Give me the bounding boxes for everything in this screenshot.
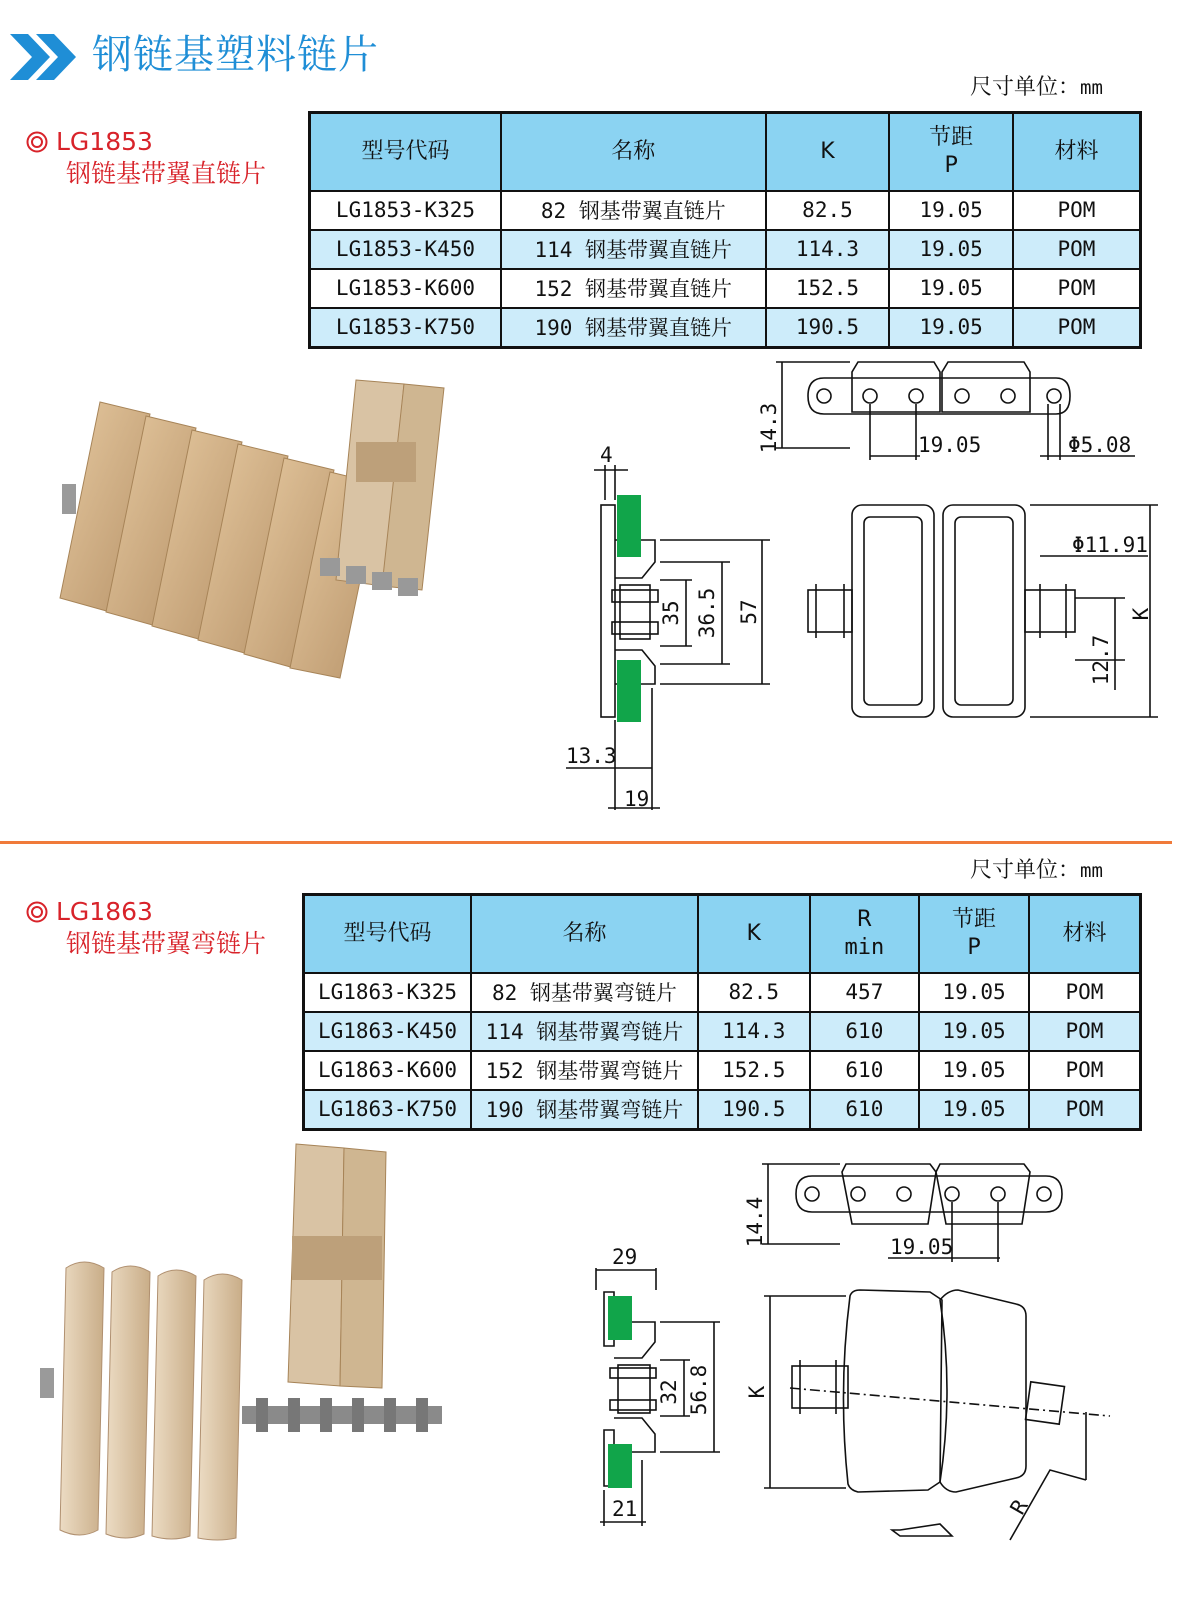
dim-36-5: 36.5	[695, 587, 719, 639]
cell-material: POM	[1029, 1090, 1141, 1130]
unit-label	[970, 70, 1103, 101]
header-name: 名称	[471, 895, 698, 973]
dim-pitch: 19.05	[890, 1235, 954, 1259]
cell-material: POM	[1013, 191, 1141, 230]
table-row	[310, 191, 1141, 230]
cell-pitch: 19.05	[919, 1090, 1029, 1130]
header-pitch-line1: 节距	[952, 906, 997, 932]
header-pitch	[889, 113, 1013, 191]
cell-k: 82.5	[698, 973, 810, 1012]
cell-name: 152 钢基带翼弯链片	[471, 1051, 698, 1090]
spec-table	[302, 893, 1142, 1131]
cell-name: 114 钢基带翼弯链片	[471, 1012, 698, 1051]
table-row	[310, 269, 1141, 308]
section-divider	[0, 841, 1172, 844]
cell-k: 152.5	[698, 1051, 810, 1090]
product-photo-straight	[20, 372, 460, 682]
cell-pitch: 19.05	[889, 191, 1013, 230]
cell-material: POM	[1013, 269, 1141, 308]
unit-label	[970, 853, 1103, 884]
cell-name: 82 钢基带翼直链片	[501, 191, 766, 230]
header-pitch-line2: P	[944, 152, 958, 178]
dim-side-height: 14.4	[743, 1196, 767, 1248]
table-row	[310, 230, 1141, 269]
header-model: 型号代码	[310, 113, 501, 191]
table-row	[304, 1012, 1141, 1051]
cell-model: LG1853-K450	[310, 230, 501, 269]
dim-roller-dia: Φ11.91	[1072, 533, 1148, 557]
cell-k: 152.5	[766, 269, 890, 308]
dim-pin-dia: Φ5.08	[1068, 433, 1132, 457]
product-code: LG1863	[56, 897, 153, 926]
cell-r: 610	[810, 1012, 920, 1051]
cell-r: 610	[810, 1051, 920, 1090]
product-label	[26, 896, 266, 960]
cell-name: 190 钢基带翼弯链片	[471, 1090, 698, 1130]
dim-19: 19	[624, 787, 650, 811]
dim-k: K	[1129, 607, 1153, 621]
product-label	[26, 126, 266, 190]
header-r	[810, 895, 920, 973]
dim-29: 29	[612, 1245, 638, 1269]
table-row	[304, 1051, 1141, 1090]
cell-material: POM	[1029, 1012, 1141, 1051]
dim-57: 57	[737, 599, 761, 625]
cell-material: POM	[1013, 308, 1141, 348]
header-material: 材料	[1029, 895, 1141, 973]
cell-name: 82 钢基带翼弯链片	[471, 973, 698, 1012]
cell-model: LG1853-K325	[310, 191, 501, 230]
spec-table	[308, 111, 1142, 349]
cell-k: 82.5	[766, 191, 890, 230]
cell-model: LG1863-K600	[304, 1051, 472, 1090]
dim-13-3: 13.3	[566, 744, 617, 768]
cell-material: POM	[1013, 230, 1141, 269]
header-pitch	[919, 895, 1029, 973]
dim-12-7: 12.7	[1089, 634, 1113, 686]
header-k: K	[766, 113, 890, 191]
header-pitch-line1: 节距	[929, 124, 974, 150]
cell-k: 114.3	[766, 230, 890, 269]
dim-21: 21	[612, 1497, 638, 1521]
cell-r: 457	[810, 973, 920, 1012]
product-name: 钢链基带翼弯链片	[66, 929, 267, 958]
cell-name: 114 钢基带翼直链片	[501, 230, 766, 269]
page-title: 钢链基塑料链片	[92, 32, 379, 78]
table-row	[304, 973, 1141, 1012]
technical-drawing-straight	[560, 355, 1160, 825]
cell-pitch: 19.05	[889, 308, 1013, 348]
dim-r: R	[1005, 1495, 1033, 1519]
cell-model: LG1863-K750	[304, 1090, 472, 1130]
cell-material: POM	[1029, 973, 1141, 1012]
table-row	[304, 1090, 1141, 1130]
product-photo-curved	[26, 1136, 456, 1542]
dim-top-thick: 4	[600, 443, 613, 467]
header-k: K	[698, 895, 810, 973]
circle-bullet-icon	[26, 131, 48, 153]
dim-pitch: 19.05	[918, 433, 982, 457]
cell-k: 190.5	[766, 308, 890, 348]
dim-k: K	[745, 1385, 769, 1399]
dim-56-8: 56.8	[687, 1364, 711, 1416]
cell-material: POM	[1029, 1051, 1141, 1090]
cell-pitch: 19.05	[889, 269, 1013, 308]
header-model: 型号代码	[304, 895, 472, 973]
unit-label-text: 尺寸单位：	[970, 75, 1081, 100]
unit-value: mm	[1080, 860, 1103, 882]
cell-model: LG1863-K325	[304, 973, 472, 1012]
cell-k: 114.3	[698, 1012, 810, 1051]
cell-pitch: 19.05	[919, 973, 1029, 1012]
cell-name: 152 钢基带翼直链片	[501, 269, 766, 308]
cell-pitch: 19.05	[919, 1051, 1029, 1090]
unit-label-text: 尺寸单位：	[970, 858, 1081, 883]
cell-k: 190.5	[698, 1090, 810, 1130]
cell-r: 610	[810, 1090, 920, 1130]
cell-name: 190 钢基带翼直链片	[501, 308, 766, 348]
dim-side-height: 14.3	[757, 402, 781, 454]
cell-pitch: 19.05	[919, 1012, 1029, 1051]
table-row	[310, 308, 1141, 348]
cell-model: LG1863-K450	[304, 1012, 472, 1051]
product-name: 钢链基带翼直链片	[66, 159, 267, 188]
dim-32: 32	[657, 1379, 681, 1405]
header-material: 材料	[1013, 113, 1141, 191]
header-r-line2: min	[844, 934, 885, 960]
product-code: LG1853	[56, 127, 153, 156]
header-name: 名称	[501, 113, 766, 191]
technical-drawing-curved	[560, 1150, 1160, 1550]
header-r-line1: R	[856, 906, 873, 932]
dim-35: 35	[659, 600, 683, 626]
cell-model: LG1853-K750	[310, 308, 501, 348]
unit-value: mm	[1080, 77, 1103, 99]
double-chevron-icon	[8, 30, 78, 84]
cell-model: LG1853-K600	[310, 269, 501, 308]
cell-pitch: 19.05	[889, 230, 1013, 269]
circle-bullet-icon	[26, 901, 48, 923]
header-pitch-line2: P	[967, 934, 981, 960]
